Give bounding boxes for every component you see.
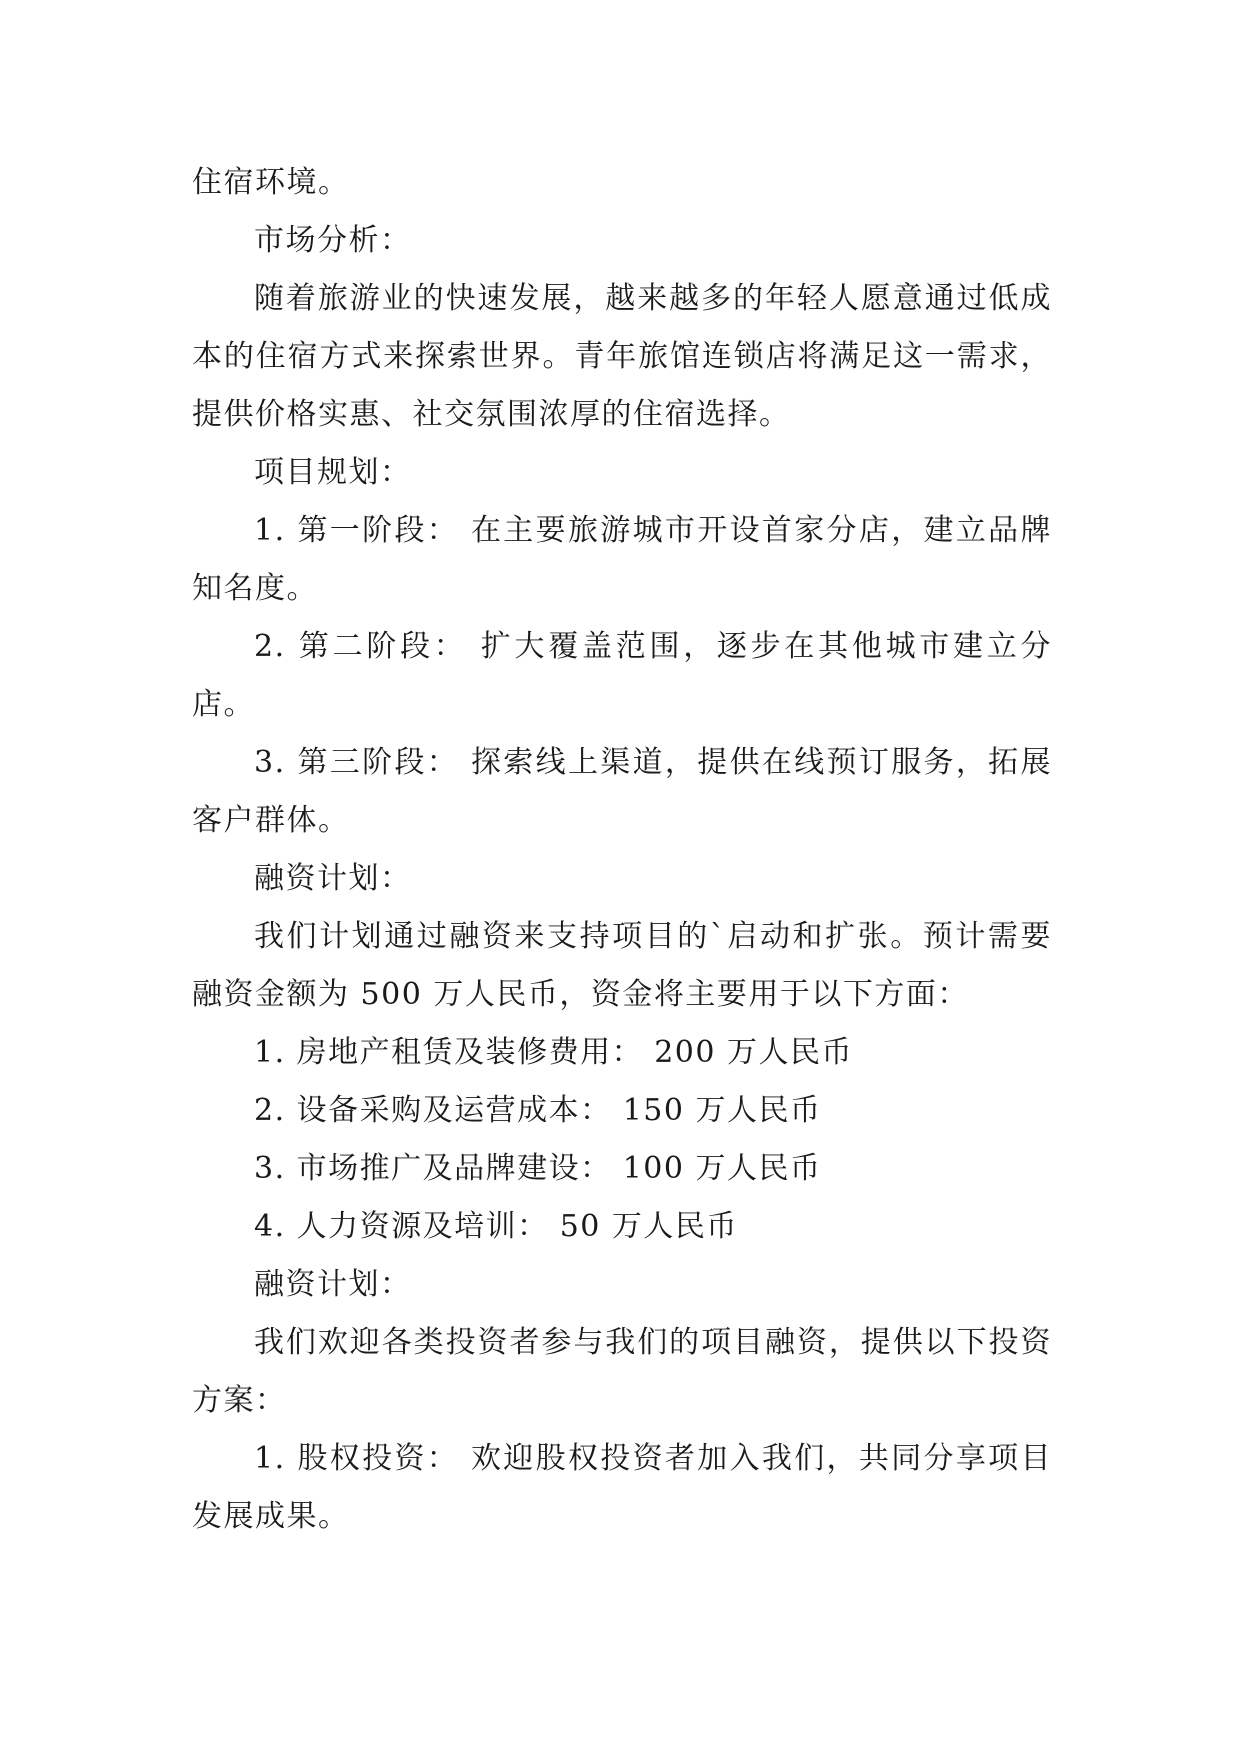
list-item-phase-2: 2. 第二阶段： 扩大覆盖范围，逐步在其他城市建立分店。 (192, 629, 1052, 722)
list-item-funding-3: 3. 市场推广及品牌建设： 100 万人民币 (254, 1151, 822, 1186)
list-item-phase-3: 3. 第三阶段： 探索线上渠道，提供在线预订服务，拓展客户群体。 (192, 745, 1052, 838)
heading-financing-plan-2: 融资计划： (254, 1267, 412, 1302)
paragraph-investor-welcome: 我们欢迎各类投资者参与我们的项目融资，提供以下投资方案： (192, 1325, 1052, 1418)
heading-market-analysis: 市场分析： (254, 223, 412, 258)
paragraph-market-analysis: 随着旅游业的快速发展，越来越多的年轻人愿意通过低成本的住宿方式来探索世界。青年旅馆连锁店将满足这一需求，提供价格实惠、社交氛围浓厚的住宿选择。 (192, 281, 1052, 432)
list-item-funding-2: 2. 设备采购及运营成本： 150 万人民币 (254, 1093, 822, 1128)
paragraph-continuation: 住宿环境。 (192, 165, 350, 200)
paragraph-financing-amount: 我们计划通过融资来支持项目的`启动和扩张。预计需要融资金额为 500 万人民币，资金将主要用于以下方面： (192, 919, 1052, 1012)
list-item-phase-1: 1. 第一阶段： 在主要旅游城市开设首家分店，建立品牌知名度。 (192, 513, 1052, 606)
list-item-funding-1: 1. 房地产租赁及装修费用： 200 万人民币 (254, 1035, 853, 1070)
list-item-equity-investment: 1. 股权投资： 欢迎股权投资者加入我们，共同分享项目发展成果。 (192, 1441, 1052, 1534)
heading-project-plan: 项目规划： (254, 455, 412, 490)
document-body (192, 154, 1052, 1546)
heading-financing-plan: 融资计划： (254, 861, 412, 896)
list-item-funding-4: 4. 人力资源及培训： 50 万人民币 (254, 1209, 738, 1244)
